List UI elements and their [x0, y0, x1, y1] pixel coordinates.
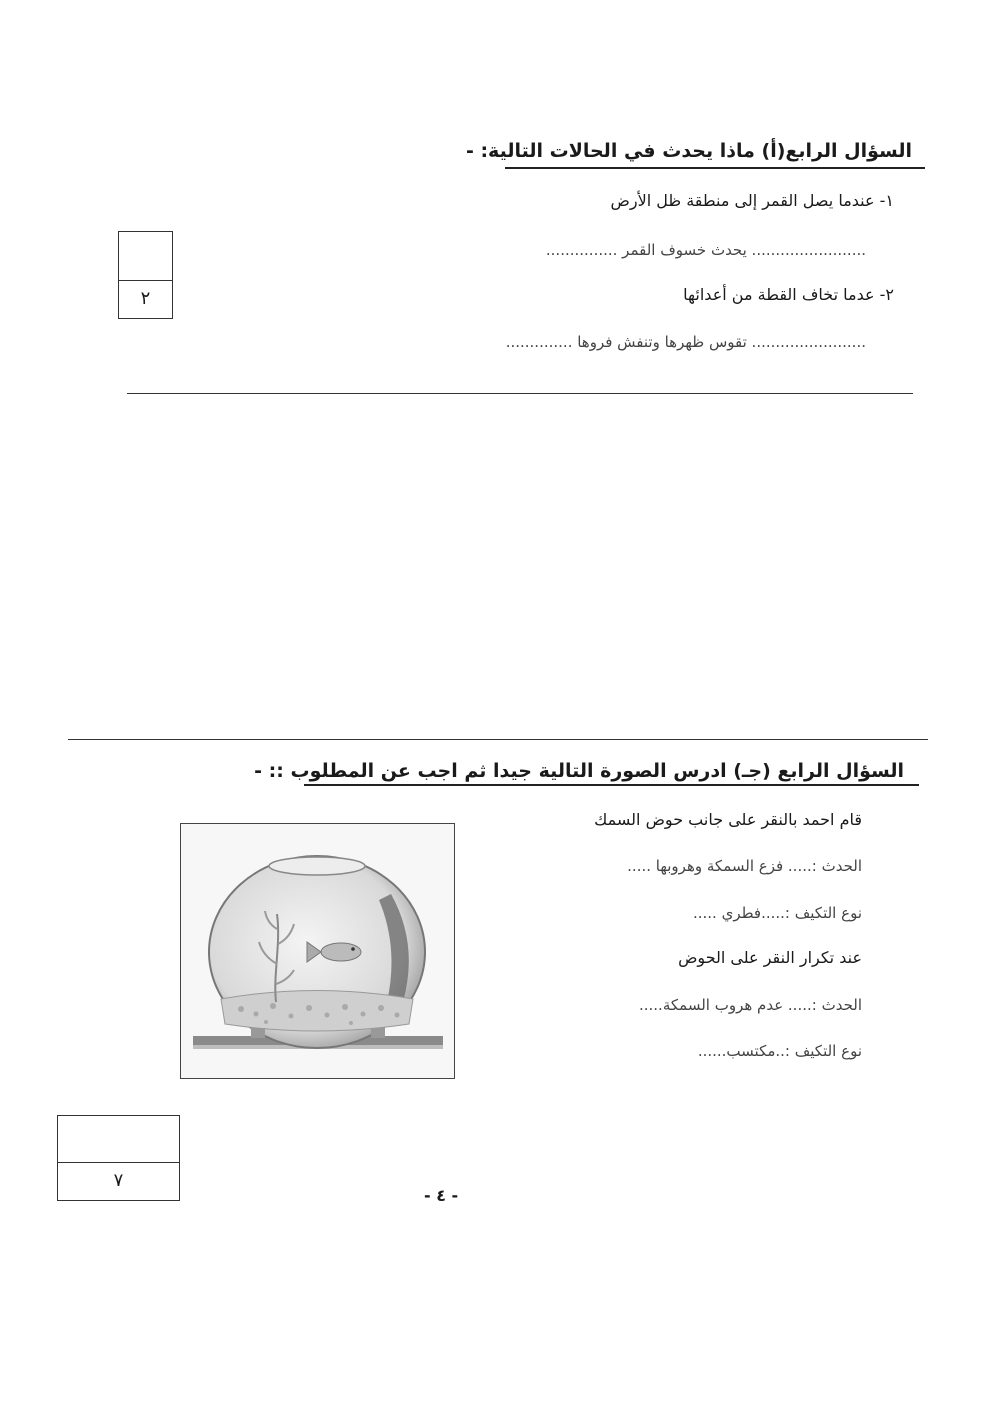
question-4a-title-underline [505, 167, 925, 169]
page-number: - ٤ - [424, 1186, 459, 1205]
fishbowl-image [180, 823, 455, 1079]
question-4c-line-1: قام احمد بالنقر على جانب حوض السمك [594, 810, 862, 829]
question-4a-item-1: ١- عندما يصل القمر إلى منطقة ظل الأرض [610, 191, 894, 210]
fishbowl-drawing [181, 824, 454, 1078]
question-4c-line-3: نوع التكيف :.....فطري ..... [692, 904, 862, 922]
question-4a-item-2: ٢- عدما تخاف القطة من أعدائها [683, 285, 894, 304]
question-4c-line-6: نوع التكيف :..مكتسب...... [697, 1042, 862, 1060]
score-box-4c [57, 1115, 180, 1201]
question-4c-line-5: الحدث :..... عدم هروب السمكة..... [638, 996, 862, 1014]
question-4c-line-2: الحدث :..... فزع السمكة وهروبها ..... [627, 857, 862, 875]
question-4a-title: السؤال الرابع(أ) ماذا يحدث في الحالات التالية: - [465, 140, 912, 162]
score-box-4a [118, 231, 173, 319]
question-4c-title: السؤال الرابع (جـ) ادرس الصورة التالية جيدا ثم اجب عن المطلوب :: - [254, 760, 904, 782]
question-4c-line-4: عند تكرار النقر على الحوض [678, 948, 862, 967]
score-value-4a: ٢ [140, 288, 151, 309]
question-4a-answer-1: ........................ يحدث خسوف القمر ............... [545, 241, 866, 259]
question-4c-title-underline [304, 784, 919, 786]
section-divider-1 [127, 393, 913, 394]
score-value-4c: ٧ [113, 1170, 124, 1191]
section-divider-2 [68, 739, 928, 740]
question-4a-answer-2: ........................ تقوس ظهرها وتنفش فروها .............. [505, 333, 866, 351]
